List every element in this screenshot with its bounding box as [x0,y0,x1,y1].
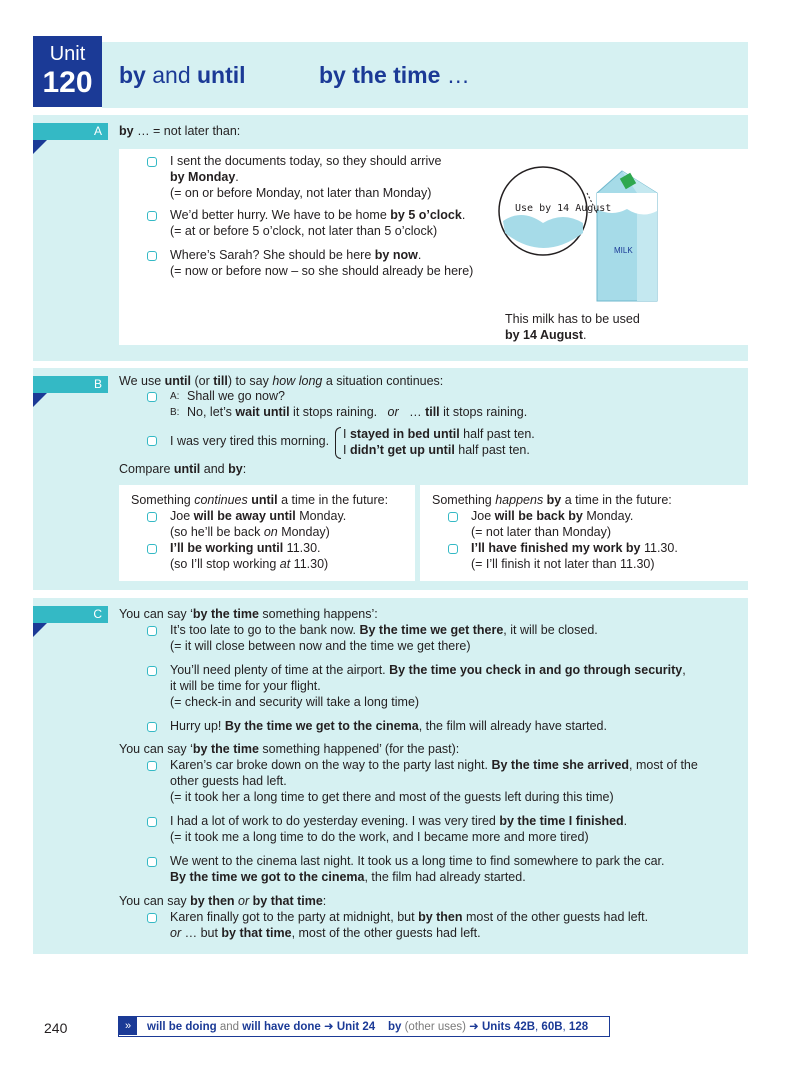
example-text: I had a lot of work to do yesterday evening. I was very tired by the time I finished. [170,814,628,828]
example-option: I stayed in bed until half past ten. [343,427,535,441]
dialogue-text: Shall we go now? [187,389,285,403]
bullet [147,817,157,827]
example-option: I didn’t get up until half past ten. [343,443,530,457]
example-text: Karen finally got to the party at midnight, but by then most of the other guests had left. [170,910,649,924]
example-note: (= on or before Monday, not later than Monday) [170,186,432,200]
example-text: We went to the cinema last night. It took us a long time to find somewhere to park the car. [170,854,665,868]
page-number: 240 [44,1020,68,1036]
example-note: (= I’ll finish it not later than 11.30) [471,557,655,571]
example-text: I was very tired this morning. [170,434,330,448]
bullet [147,761,157,771]
example-text: I’ll be working until 11.30. [170,541,321,555]
bullet [147,392,157,402]
example-note: (so I’ll stop working at 11.30) [170,557,329,571]
dialogue-text: No, let’s wait until it stops raining. or … till it stops raining. [187,405,528,419]
milk-carton-illustration [497,153,672,311]
unit-number: 120 [42,66,93,99]
title-and: and [152,62,191,88]
section-c [33,598,748,954]
milk-caption-bold: by 14 August. [505,328,587,342]
milk-caption: This milk has to be used [505,312,640,326]
bullet [448,512,458,522]
double-chevron-icon: » [119,1017,137,1035]
page-title-left [119,62,246,89]
bullet [147,722,157,732]
title-until: until [197,62,246,88]
unit-badge [33,36,102,107]
example-text: Where’s Sarah? She should be here by now. [170,248,422,262]
speaker-b-label: B: [170,407,180,418]
title-ellipsis: … [440,62,470,88]
example-note: (= now or before now – so she should already be here) [170,264,474,278]
section-c-tab-corner [33,623,47,637]
bullet [147,436,157,446]
compare-until-box [119,485,415,581]
brace [335,427,341,459]
bullet [147,913,157,923]
section-c-intro-then: You can say by then or by that time: [119,894,327,908]
cross-reference-text[interactable]: will be doing and will have done ➜ Unit 24 by (other uses) ➜ Units 42B, 60B, 128 [147,1021,589,1033]
compare-line: Compare until and by: [119,462,247,476]
example-text: Joe will be back by Monday. [471,509,634,523]
example-text: It’s too late to go to the bank now. By the time we get there, it will be closed. [170,623,598,637]
milk-label-text: Use by 14 August [515,203,612,214]
section-c-intro: You can say ‘by the time something happens’: [119,607,378,621]
cross-reference-bar[interactable] [118,1016,610,1037]
bullet [147,857,157,867]
compare-by-box [420,485,748,581]
example-text: I’ll have finished my work by 11.30. [471,541,678,555]
example-text: other guests had left. [170,774,287,788]
milk-brand-text: MILK [614,246,633,255]
section-b-tab-corner [33,393,47,407]
example-text: Joe will be away until Monday. [170,509,347,523]
bullet [147,251,157,261]
section-a-tab-corner [33,140,47,154]
example-note: (so he’ll be back on Monday) [170,525,330,539]
title-bar [102,42,748,108]
example-note: (= not later than Monday) [471,525,612,539]
section-a-examples [119,149,749,345]
bullet [448,544,458,554]
example-note: (= it took her a long time to get there and most of the guests left during this time) [170,790,614,804]
section-b [33,368,748,590]
example-text: We’d better hurry. We have to be home by 5 o’clock. [170,208,466,222]
example-text: I sent the documents today, so they should arrive [170,154,442,168]
example-text: by Monday. [170,170,239,184]
page-title-right [319,62,470,89]
section-a-intro: by … = not later than: [119,124,241,138]
example-note: (= at or before 5 o’clock, not later than 5 o’clock) [170,224,438,238]
example-note: (= it will close between now and the time we get there) [170,639,471,653]
section-b-tab: B [33,376,108,393]
bullet [147,626,157,636]
bullet [147,157,157,167]
bullet [147,666,157,676]
section-a-tab: A [33,123,108,140]
section-b-intro: We use until (or till) to say how long a situation continues: [119,374,444,388]
example-text: it will be time for your flight. [170,679,321,693]
compare-heading: Something happens by a time in the future: [432,493,672,507]
title-by: by [119,62,146,88]
section-c-intro-past: You can say ‘by the time something happened’ (for the past): [119,742,460,756]
bullet [147,544,157,554]
example-text: Hurry up! By the time we get to the cinema, the film will already have started. [170,719,607,733]
section-a [33,115,748,361]
speaker-a-label: A: [170,391,180,402]
bullet [147,512,157,522]
compare-heading: Something continues until a time in the future: [131,493,389,507]
example-text: or … but by that time, most of the other guests had left. [170,926,481,940]
example-note: (= it took me a long time to do the work, and I became more and more tired) [170,830,589,844]
example-text: By the time we got to the cinema, the film had already started. [170,870,526,884]
bullet [147,211,157,221]
example-text: You’ll need plenty of time at the airport. By the time you check in and go through security, [170,663,686,677]
unit-label: Unit [49,43,86,65]
example-text: Karen’s car broke down on the way to the party last night. By the time she arrived, most of the [170,758,698,772]
title-by-the-time: by the time [319,62,441,88]
section-c-tab: C [33,606,108,623]
example-note: (= check-in and security will take a long time) [170,695,420,709]
